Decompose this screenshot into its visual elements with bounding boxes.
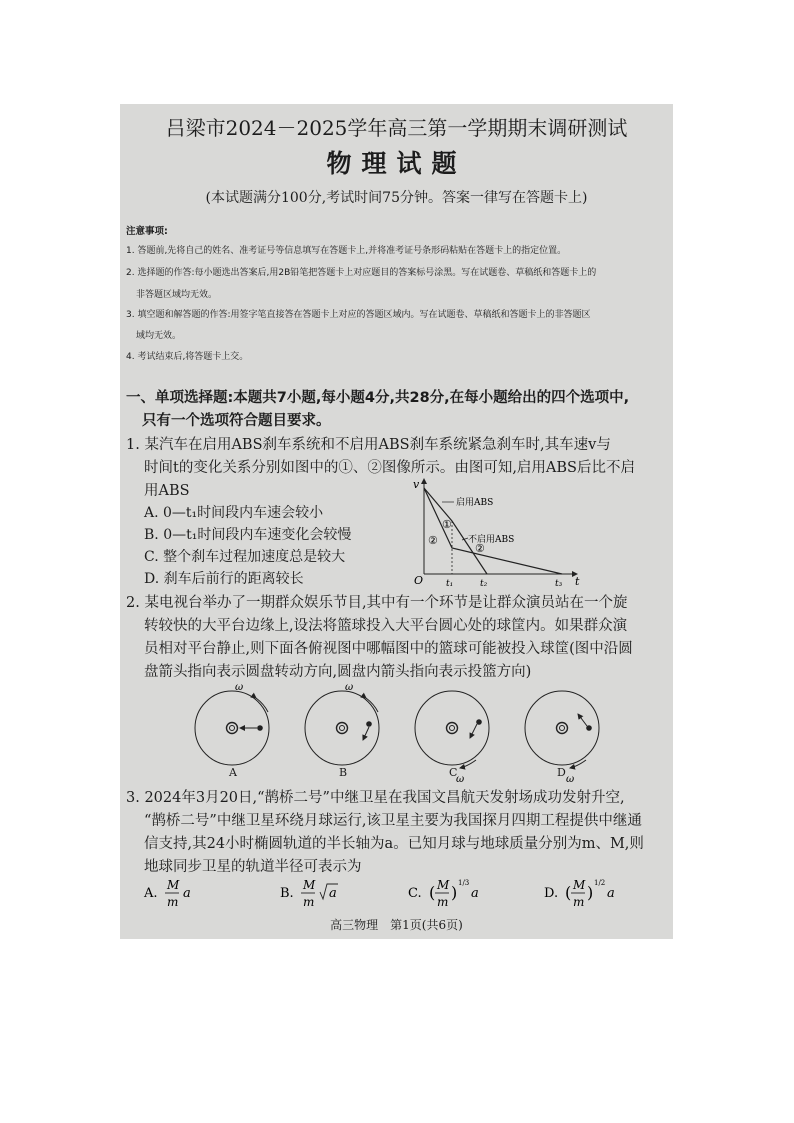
figure-label-c: C [449, 766, 458, 779]
notice-rule: 非答题区域均无效。 [136, 290, 218, 300]
question-1-option-a: A. 0—t₁时间段内车速会较小 [144, 505, 324, 521]
page-footer: 高三物理 第1页(共6页) [330, 918, 463, 932]
question-3-line: 信支持,其24小时椭圆轨道的半长轴为a。已知月球与地球质量分别为m、M,则 [144, 836, 644, 852]
question-1-option-c: C. 整个刹车过程加速度总是较大 [144, 549, 346, 565]
svg-text:(: ( [565, 883, 572, 902]
svg-text:1/2: 1/2 [594, 879, 606, 887]
figure-label-a: A [229, 766, 237, 779]
exam-page [120, 104, 673, 939]
svg-text:a: a [471, 886, 479, 901]
omega-label: ω [456, 774, 465, 784]
t-axis-label: t [575, 575, 580, 588]
svg-text:B.: B. [280, 886, 294, 901]
option-c-formula [408, 878, 479, 909]
svg-text:a: a [329, 886, 337, 901]
tick-t2: t₂ [480, 579, 488, 588]
figure-label-b: B [339, 766, 348, 779]
question-1-option-b: B. 0—t₁时间段内车速变化会较慢 [144, 527, 352, 543]
svg-text:): ) [587, 883, 594, 902]
exam-title: 吕梁市2024－2025学年高三第一学期期末调研测试 [165, 116, 628, 140]
question-2-line: 员相对平台静止,则下面各俯视图中哪幅图中的篮球可能被投入球筐(图中沿圆 [144, 641, 633, 657]
option-b-formula [280, 878, 338, 909]
option-d-formula [544, 878, 615, 909]
origin-label: O [414, 574, 424, 587]
question-3-line: “鹊桥二号”中继卫星环绕月球运行,该卫星主要为我国探月四期工程提供中继通 [144, 813, 642, 829]
question-2-line: 盘箭头指向表示圆盘转动方向,圆盘内箭头指向表示投篮方向) [144, 664, 532, 680]
svg-text:D.: D. [544, 886, 559, 901]
exam-note: (本试题满分100分,考试时间75分钟。答案一律写在答题卡上) [205, 190, 588, 206]
curve-mark-2: ② [475, 542, 485, 555]
option-a-formula [143, 878, 191, 909]
turntable-a [195, 682, 269, 765]
question-2-line: 转较快的大平台边缘上,设法将篮球投入大平台圆心处的球筐内。如果群众演 [144, 618, 628, 634]
question-1-option-d: D. 刹车后前行的距离较长 [144, 571, 304, 587]
svg-text:a: a [183, 886, 191, 901]
question-1-line: 时间t的变化关系分别如图中的①、②图像所示。由图可知,启用ABS后比不启 [144, 460, 635, 476]
question-3-line: 地球同步卫星的轨道半径可表示为 [144, 859, 362, 875]
omega-label: ω [345, 682, 354, 693]
tick-t3: t₃ [555, 579, 563, 588]
svg-text:m: m [573, 895, 585, 909]
tick-t1: t₁ [446, 579, 454, 588]
v-axis-label: v [413, 478, 420, 491]
omega-label: ω [235, 682, 244, 693]
notice-rule: 2. 选择题的作答:每小题选出答案后,用2B铅笔把答题卡上对应题目的答案标号涂黑。写在试题卷、草稿纸和答题卡上的 [126, 268, 597, 278]
question-2-line: 2. 某电视台举办了一期群众娱乐节目,其中有一个环节是让群众演员站在一个旋 [126, 595, 628, 611]
velocity-time-graph [412, 476, 582, 588]
curve-mark-1: ① [442, 518, 452, 531]
label-no-abs: 不启用ABS [468, 535, 515, 545]
figure-label-d: D [557, 766, 566, 779]
notice-rule: 3. 填空题和解答题的作答:用签字笔直接答在答题卡上对应的答题区域内。写在试题卷、草稿纸和答题卡上的非答题区 [126, 310, 591, 320]
question-1-line: 用ABS [144, 483, 190, 499]
section-heading-cont: 只有一个选项符合题目要求。 [142, 413, 331, 429]
svg-text:M: M [303, 878, 316, 892]
svg-text:M: M [573, 878, 586, 892]
svg-text:M: M [167, 878, 180, 892]
svg-text:m: m [437, 895, 449, 909]
question-1-line: 1. 某汽车在启用ABS刹车系统和不启用ABS刹车系统紧急刹车时,其车速v与 [126, 437, 611, 453]
curve-mark-2: ② [428, 534, 438, 547]
svg-text:(: ( [429, 883, 436, 902]
subject-title: 物理试题 [326, 149, 467, 178]
svg-text:m: m [303, 895, 315, 909]
notice-rule: 1. 答题前,先将自己的姓名、准考证号等信息填写在答题卡上,并将准考证号条形码粘贴在答题卡上的指定位置。 [126, 246, 567, 256]
notice-rule: 4. 考试结束后,将答题卡上交。 [126, 352, 249, 362]
question-3-line: 3. 2024年3月20日,“鹊桥二号”中继卫星在我国文昌航天发射场成功发射升空, [126, 790, 625, 806]
svg-text:a: a [607, 886, 615, 901]
omega-label: ω [566, 774, 575, 784]
turntable-figures [180, 678, 620, 784]
svg-text:1/3: 1/3 [458, 879, 470, 887]
svg-text:A.: A. [144, 886, 158, 901]
v-axis-arrow [421, 478, 427, 484]
notice-heading: 注意事项: [126, 226, 168, 237]
question-3-options [140, 872, 660, 912]
svg-text:C.: C. [408, 886, 422, 901]
label-abs: 启用ABS [456, 498, 494, 508]
section-heading: 一、单项选择题:本题共7小题,每小题4分,共28分,在每小题给出的四个选项中, [126, 390, 630, 406]
turntable-b [305, 682, 379, 765]
notice-rule: 域均无效。 [136, 331, 182, 341]
svg-text:): ) [451, 883, 458, 902]
svg-text:m: m [167, 895, 179, 909]
svg-text:M: M [437, 878, 450, 892]
